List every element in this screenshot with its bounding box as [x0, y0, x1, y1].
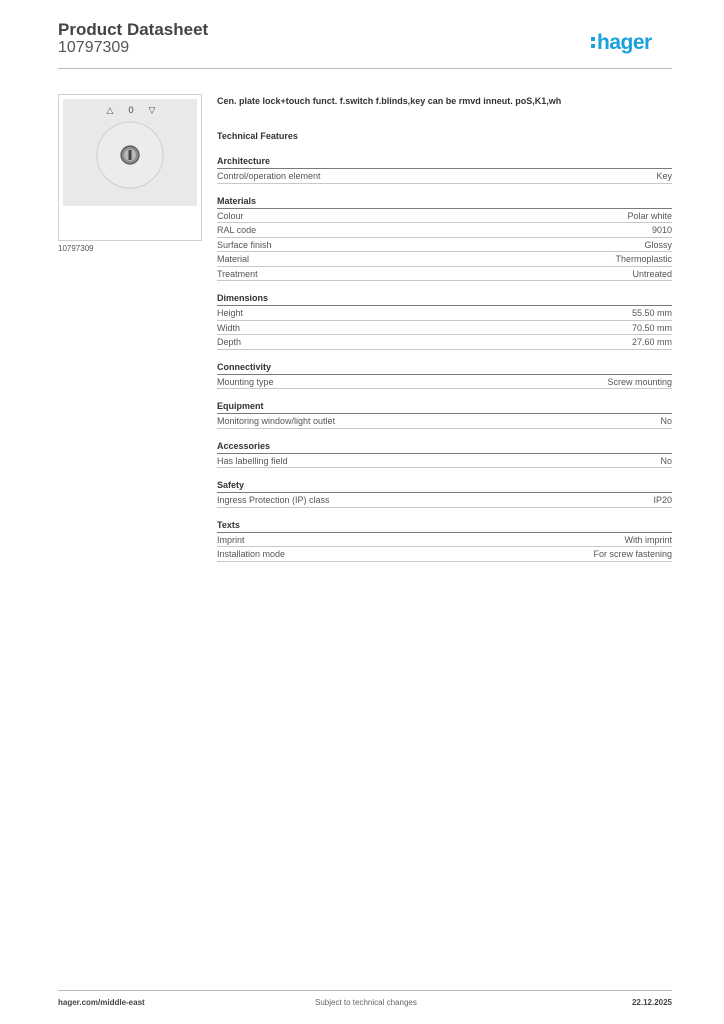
footer-divider — [58, 990, 672, 991]
feature-group — [217, 154, 672, 184]
product-image — [58, 94, 202, 241]
spec-value: No — [660, 455, 672, 466]
feature-group — [217, 360, 672, 390]
spec-value: Screw mounting — [607, 376, 672, 387]
spec-label: Colour — [217, 210, 244, 221]
feature-group — [217, 518, 672, 562]
group-title: Architecture — [217, 154, 672, 169]
spec-value: 55.50 mm — [631, 308, 672, 318]
feature-group — [217, 478, 672, 508]
spec-value: 27.60 mm — [631, 337, 672, 347]
group-title: Materials — [217, 194, 672, 209]
product-description: Cen. plate lock+touch funct. f.switch f.blinds,key can be rmvd inneut. poS,K1,wh — [217, 96, 562, 106]
spec-row — [217, 375, 672, 390]
spec-label: Ingress Protection (IP) class — [217, 495, 330, 505]
spec-value: 70.50 mm — [631, 322, 672, 333]
spec-label: Control/operation element — [217, 171, 321, 181]
group-title: Dimensions — [217, 291, 672, 306]
spec-value: Polar white — [627, 210, 672, 221]
feature-group — [217, 439, 672, 469]
header-divider — [58, 68, 672, 69]
specification-section — [217, 95, 672, 562]
spec-row — [217, 533, 672, 548]
spec-row — [217, 238, 672, 253]
feature-group — [217, 291, 672, 350]
spec-row — [217, 209, 672, 224]
stop-symbol: 0 — [128, 106, 134, 116]
group-title: Texts — [217, 518, 672, 533]
spec-label: RAL code — [217, 225, 257, 235]
spec-row — [217, 414, 672, 429]
spec-label: Height — [217, 308, 244, 318]
spec-label: Has labelling field — [217, 455, 288, 466]
spec-row — [217, 306, 672, 321]
spec-label: Treatment — [217, 268, 258, 279]
product-id: 10797309 — [58, 39, 130, 56]
spec-label: Surface finish — [217, 239, 272, 250]
feature-groups — [217, 154, 672, 562]
footer-notice: Subject to technical changes — [315, 998, 417, 1007]
footer-website: hager.com/middle-east — [58, 998, 145, 1007]
spec-label: Installation mode — [217, 549, 286, 559]
spec-label: Material — [217, 254, 250, 264]
spec-row — [217, 454, 672, 469]
down-symbol: ▽ — [148, 106, 156, 116]
plate-graphic — [63, 99, 197, 206]
spec-value: Thermoplastic — [615, 254, 672, 264]
feature-group — [217, 399, 672, 429]
group-title: Equipment — [217, 399, 672, 414]
page-title: Product Datasheet — [58, 20, 209, 39]
spec-value: For screw fastening — [593, 549, 672, 559]
spec-row — [217, 252, 672, 267]
spec-label: Width — [217, 322, 241, 333]
hager-logo — [590, 28, 674, 60]
spec-value: Key — [656, 171, 672, 181]
up-symbol: △ — [106, 106, 114, 116]
image-caption: 10797309 — [58, 244, 94, 253]
spec-row — [217, 169, 672, 184]
group-title: Connectivity — [217, 360, 672, 375]
spec-label: Mounting type — [217, 376, 274, 387]
spec-row — [217, 267, 672, 282]
group-title: Accessories — [217, 439, 672, 454]
spec-value: 9010 — [651, 225, 672, 235]
spec-row — [217, 321, 672, 336]
footer-date: 22.12.2025 — [631, 998, 672, 1007]
cover-plate — [63, 99, 197, 206]
hager-logo-text: hager — [597, 31, 652, 54]
spec-value: Untreated — [632, 268, 672, 279]
spec-value: With imprint — [624, 534, 672, 545]
spec-label: Imprint — [217, 534, 245, 545]
spec-value: No — [660, 416, 672, 426]
spec-value: Glossy — [644, 239, 672, 250]
spec-label: Depth — [217, 337, 242, 347]
spec-row — [217, 493, 672, 508]
spec-label: Monitoring window/light outlet — [217, 416, 336, 426]
spec-row — [217, 223, 672, 238]
spec-value: IP20 — [653, 495, 672, 505]
feature-group — [217, 194, 672, 282]
spec-row — [217, 335, 672, 350]
technical-features-heading: Technical Features — [217, 131, 298, 141]
group-title: Safety — [217, 478, 672, 493]
spec-row — [217, 547, 672, 562]
